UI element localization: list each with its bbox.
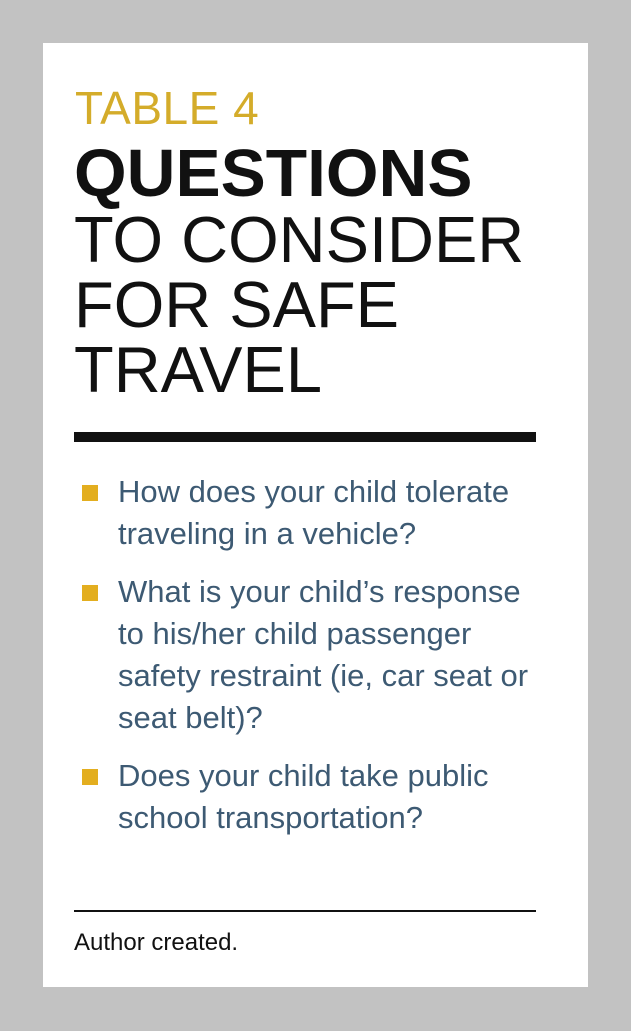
title-divider — [74, 432, 536, 442]
question-text: What is your child’s response to his/her child passenger safety restraint (ie, car seat or seat belt)? — [118, 574, 529, 735]
list-item — [74, 471, 544, 555]
square-bullet-icon — [82, 585, 98, 601]
footer-divider — [74, 910, 536, 912]
source-note: Author created. — [74, 929, 239, 956]
question-text: Does your child take public school transportation? — [118, 758, 489, 835]
list-item — [74, 755, 544, 839]
title-subtitle — [74, 203, 525, 406]
question-list — [74, 471, 544, 855]
square-bullet-icon — [82, 485, 98, 501]
title-line-3: TRAVEL — [74, 333, 323, 406]
title-line-2: FOR SAFE — [74, 268, 400, 341]
question-text: How does your child tolerate traveling in a vehicle? — [118, 474, 510, 551]
title-bold: QUESTIONS — [74, 136, 473, 211]
square-bullet-icon — [82, 769, 98, 785]
list-item — [74, 571, 544, 739]
table-card — [43, 43, 588, 987]
title-line-1: TO CONSIDER — [74, 203, 525, 276]
table-number-label: TABLE 4 — [75, 82, 260, 134]
